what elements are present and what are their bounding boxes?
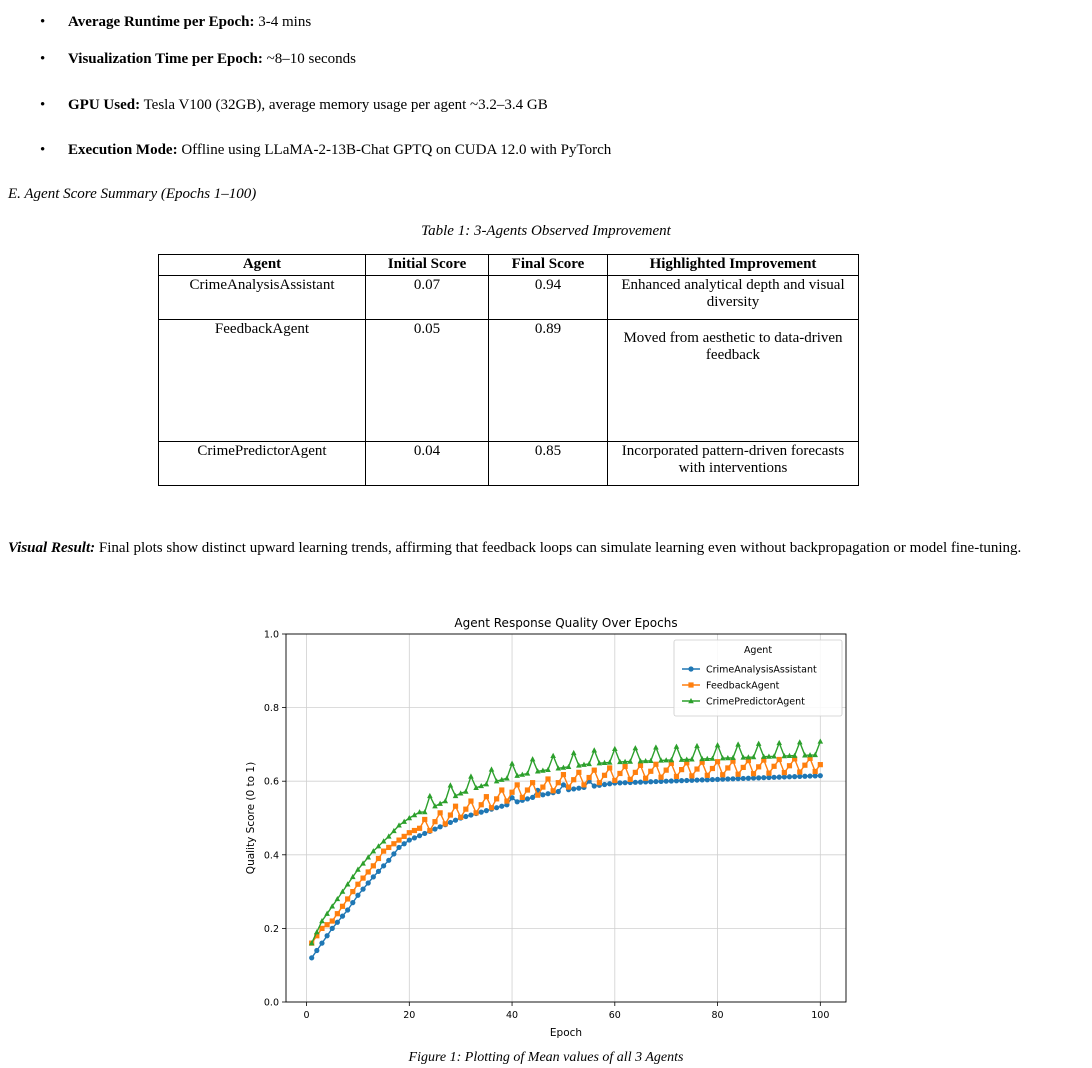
series-point-CrimeAnalysisAssistant <box>602 782 607 787</box>
series-point-FeedbackAgent <box>412 828 417 833</box>
series-point-FeedbackAgent <box>376 856 381 861</box>
series-point-FeedbackAgent <box>325 922 330 927</box>
series-point-FeedbackAgent <box>468 798 473 803</box>
series-point-CrimeAnalysisAssistant <box>592 783 597 788</box>
series-point-FeedbackAgent <box>725 765 730 770</box>
series-point-FeedbackAgent <box>540 784 545 789</box>
legend-label-CrimePredictorAgent: CrimePredictorAgent <box>706 696 805 708</box>
series-point-FeedbackAgent <box>499 787 504 792</box>
series-point-CrimePredictorAgent <box>818 738 824 743</box>
series-point-FeedbackAgent <box>520 795 525 800</box>
series-point-FeedbackAgent <box>504 798 509 803</box>
series-point-FeedbackAgent <box>355 882 360 887</box>
series-point-FeedbackAgent <box>515 782 520 787</box>
series-point-FeedbackAgent <box>484 794 489 799</box>
series-point-CrimeAnalysisAssistant <box>499 804 504 809</box>
cell-final-score: 0.85 <box>489 442 608 486</box>
series-point-CrimePredictorAgent <box>756 741 762 746</box>
series-point-CrimeAnalysisAssistant <box>725 776 730 781</box>
series-point-FeedbackAgent <box>736 772 741 777</box>
series-point-FeedbackAgent <box>571 777 576 782</box>
series-point-CrimeAnalysisAssistant <box>607 781 612 786</box>
series-point-FeedbackAgent <box>530 780 535 785</box>
series-point-CrimeAnalysisAssistant <box>484 808 489 813</box>
series-point-FeedbackAgent <box>638 763 643 768</box>
cell-agent: FeedbackAgent <box>159 320 366 442</box>
series-point-FeedbackAgent <box>576 770 581 775</box>
series-point-FeedbackAgent <box>766 771 771 776</box>
series-point-CrimeAnalysisAssistant <box>371 874 376 879</box>
series-point-CrimePredictorAgent <box>442 798 448 803</box>
series-point-CrimeAnalysisAssistant <box>802 774 807 779</box>
bullet-label: GPU Used: <box>68 97 141 113</box>
series-point-FeedbackAgent <box>427 828 432 833</box>
series-point-CrimeAnalysisAssistant <box>412 835 417 840</box>
series-point-FeedbackAgent <box>607 765 612 770</box>
header-initial-score: Initial Score <box>366 255 489 276</box>
series-point-CrimePredictorAgent <box>591 747 597 752</box>
section-heading: E. Agent Score Summary (Epochs 1–100) <box>8 186 257 202</box>
series-point-FeedbackAgent <box>479 802 484 807</box>
series-point-CrimeAnalysisAssistant <box>700 777 705 782</box>
series-point-CrimePredictorAgent <box>468 773 474 778</box>
series-point-FeedbackAgent <box>622 764 627 769</box>
legend-label-CrimeAnalysisAssistant: CrimeAnalysisAssistant <box>706 664 817 676</box>
series-point-CrimeAnalysisAssistant <box>463 814 468 819</box>
table-row <box>159 442 859 486</box>
series-line-CrimePredictorAgent <box>312 742 821 944</box>
series-point-FeedbackAgent <box>350 889 355 894</box>
series-point-CrimeAnalysisAssistant <box>746 776 751 781</box>
bullet-label: Average Runtime per Epoch: <box>68 14 255 30</box>
series-point-CrimeAnalysisAssistant <box>525 796 530 801</box>
series-point-CrimeAnalysisAssistant <box>617 780 622 785</box>
series-point-CrimeAnalysisAssistant <box>386 858 391 863</box>
series-point-FeedbackAgent <box>402 834 407 839</box>
series-point-FeedbackAgent <box>664 768 669 773</box>
table-row <box>159 276 859 320</box>
series-point-CrimeAnalysisAssistant <box>545 791 550 796</box>
series-point-CrimeAnalysisAssistant <box>350 900 355 905</box>
series-point-FeedbackAgent <box>797 769 802 774</box>
y-tick-label: 0.8 <box>263 703 279 715</box>
visual-result-paragraph <box>8 538 1084 558</box>
series-point-FeedbackAgent <box>509 790 514 795</box>
series-point-FeedbackAgent <box>366 869 371 874</box>
series-point-CrimeAnalysisAssistant <box>340 914 345 919</box>
cell-final-score: 0.94 <box>489 276 608 320</box>
series-point-CrimeAnalysisAssistant <box>710 777 715 782</box>
series-point-FeedbackAgent <box>617 771 622 776</box>
series-point-CrimeAnalysisAssistant <box>633 780 638 785</box>
series-point-CrimePredictorAgent <box>694 743 700 748</box>
series-point-FeedbackAgent <box>371 863 376 868</box>
x-axis-label: Epoch <box>549 1027 583 1039</box>
series-point-CrimePredictorAgent <box>674 744 680 749</box>
series-point-CrimeAnalysisAssistant <box>818 773 823 778</box>
visual-result-lead: Visual Result: <box>8 540 96 556</box>
series-point-CrimeAnalysisAssistant <box>792 774 797 779</box>
series-point-CrimeAnalysisAssistant <box>730 776 735 781</box>
series-point-FeedbackAgent <box>602 773 607 778</box>
series-point-CrimeAnalysisAssistant <box>669 778 674 783</box>
series-point-FeedbackAgent <box>407 830 412 835</box>
bullet-value: Offline using LLaMA-2-13B-Chat GPTQ on CUDA 12.0 with PyTorch <box>181 142 612 158</box>
series-point-FeedbackAgent <box>787 763 792 768</box>
series-point-FeedbackAgent <box>473 810 478 815</box>
series-point-FeedbackAgent <box>643 776 648 781</box>
series-point-FeedbackAgent <box>422 817 427 822</box>
bullet-dot: • <box>40 97 46 113</box>
series-point-CrimeAnalysisAssistant <box>515 799 520 804</box>
series-point-CrimeAnalysisAssistant <box>417 833 422 838</box>
series-point-CrimeAnalysisAssistant <box>571 786 576 791</box>
series-point-CrimeAnalysisAssistant <box>376 869 381 874</box>
series-point-CrimeAnalysisAssistant <box>422 831 427 836</box>
series-point-FeedbackAgent <box>386 845 391 850</box>
series-point-CrimeAnalysisAssistant <box>715 777 720 782</box>
series-point-CrimePredictorAgent <box>427 793 433 798</box>
series-point-CrimeAnalysisAssistant <box>448 820 453 825</box>
series-point-CrimeAnalysisAssistant <box>345 907 350 912</box>
series-point-CrimePredictorAgent <box>776 740 782 745</box>
series-point-FeedbackAgent <box>782 770 787 775</box>
series-point-CrimeAnalysisAssistant <box>648 779 653 784</box>
series-point-CrimeAnalysisAssistant <box>777 775 782 780</box>
series-point-FeedbackAgent <box>448 812 453 817</box>
series-point-FeedbackAgent <box>360 876 365 881</box>
cell-initial-score: 0.07 <box>366 276 489 320</box>
series-point-FeedbackAgent <box>694 766 699 771</box>
series-point-CrimeAnalysisAssistant <box>355 893 360 898</box>
series-point-CrimePredictorAgent <box>633 745 639 750</box>
series-point-FeedbackAgent <box>633 770 638 775</box>
series-point-CrimeAnalysisAssistant <box>396 845 401 850</box>
series-point-CrimeAnalysisAssistant <box>366 880 371 885</box>
header-final-score: Final Score <box>489 255 608 276</box>
series-point-CrimeAnalysisAssistant <box>756 775 761 780</box>
series-point-FeedbackAgent <box>597 780 602 785</box>
series-point-FeedbackAgent <box>453 804 458 809</box>
series-point-FeedbackAgent <box>679 767 684 772</box>
series-point-CrimeAnalysisAssistant <box>576 786 581 791</box>
cell-final-score: 0.89 <box>489 320 608 442</box>
series-point-FeedbackAgent <box>458 815 463 820</box>
series-point-CrimeAnalysisAssistant <box>494 805 499 810</box>
cell-agent: CrimeAnalysisAssistant <box>159 276 366 320</box>
x-tick-label: 60 <box>608 1010 621 1021</box>
series-point-FeedbackAgent <box>771 764 776 769</box>
series-point-CrimeAnalysisAssistant <box>314 948 319 953</box>
series-point-CrimePredictorAgent <box>489 766 495 771</box>
series-point-FeedbackAgent <box>391 841 396 846</box>
series-point-FeedbackAgent <box>443 821 448 826</box>
y-tick-label: 0.0 <box>263 997 279 1009</box>
series-point-FeedbackAgent <box>438 810 443 815</box>
series-point-CrimeAnalysisAssistant <box>360 887 365 892</box>
x-tick-label: 100 <box>811 1010 830 1021</box>
quality-line-chart <box>238 610 854 1040</box>
table-row <box>159 320 859 442</box>
series-point-CrimeAnalysisAssistant <box>335 920 340 925</box>
series-point-CrimeAnalysisAssistant <box>479 810 484 815</box>
series-point-FeedbackAgent <box>756 764 761 769</box>
series-point-CrimeAnalysisAssistant <box>653 779 658 784</box>
series-point-FeedbackAgent <box>335 911 340 916</box>
series-point-CrimePredictorAgent <box>550 753 556 758</box>
series-point-CrimePredictorAgent <box>509 761 515 766</box>
series-point-FeedbackAgent <box>340 904 345 909</box>
cell-initial-score: 0.04 <box>366 442 489 486</box>
y-tick-label: 0.2 <box>263 923 279 935</box>
series-point-FeedbackAgent <box>715 759 720 764</box>
y-tick-label: 0.4 <box>263 850 279 862</box>
series-point-CrimeAnalysisAssistant <box>468 812 473 817</box>
bullet-value: ~8–10 seconds <box>266 51 356 67</box>
series-point-CrimeAnalysisAssistant <box>325 933 330 938</box>
series-point-CrimePredictorAgent <box>484 781 490 786</box>
series-point-FeedbackAgent <box>556 780 561 785</box>
legend-marker-FeedbackAgent <box>688 682 693 687</box>
series-point-FeedbackAgent <box>818 762 823 767</box>
y-axis-label: Quality Score (0 to 1) <box>245 761 257 875</box>
series-point-CrimeAnalysisAssistant <box>664 779 669 784</box>
series-point-FeedbackAgent <box>535 793 540 798</box>
series-point-FeedbackAgent <box>432 819 437 824</box>
series-point-CrimeAnalysisAssistant <box>402 841 407 846</box>
series-point-FeedbackAgent <box>463 807 468 812</box>
y-tick-label: 0.6 <box>263 776 279 788</box>
series-point-CrimePredictorAgent <box>612 746 618 751</box>
header-improvement: Highlighted Improvement <box>608 255 859 276</box>
bullet-label: Visualization Time per Epoch: <box>68 51 263 67</box>
series-point-FeedbackAgent <box>345 896 350 901</box>
series-point-CrimePredictorAgent <box>504 775 510 780</box>
series-point-FeedbackAgent <box>396 837 401 842</box>
series-point-FeedbackAgent <box>494 796 499 801</box>
bullet-dot: • <box>40 142 46 158</box>
series-point-FeedbackAgent <box>720 772 725 777</box>
series-point-FeedbackAgent <box>658 775 663 780</box>
series-point-FeedbackAgent <box>751 771 756 776</box>
series-point-FeedbackAgent <box>581 782 586 787</box>
table-header-row <box>159 255 859 276</box>
series-point-FeedbackAgent <box>551 788 556 793</box>
series-point-FeedbackAgent <box>648 769 653 774</box>
series-point-FeedbackAgent <box>813 769 818 774</box>
legend-marker-CrimeAnalysisAssistant <box>688 666 693 671</box>
series-point-CrimeAnalysisAssistant <box>771 775 776 780</box>
series-point-CrimePredictorAgent <box>448 782 454 787</box>
cell-initial-score: 0.05 <box>366 320 489 442</box>
series-point-CrimeAnalysisAssistant <box>807 773 812 778</box>
series-point-CrimeAnalysisAssistant <box>381 863 386 868</box>
legend-label-FeedbackAgent: FeedbackAgent <box>706 680 780 692</box>
series-point-FeedbackAgent <box>525 787 530 792</box>
table-caption: Table 1: 3-Agents Observed Improvement <box>421 223 671 239</box>
legend-title: Agent <box>743 645 773 656</box>
series-point-CrimePredictorAgent <box>530 756 536 761</box>
series-point-FeedbackAgent <box>674 774 679 779</box>
series-point-FeedbackAgent <box>612 778 617 783</box>
series-point-FeedbackAgent <box>689 773 694 778</box>
cell-improvement: Incorporated pattern-driven forecasts with interventions <box>608 442 859 486</box>
x-tick-label: 20 <box>403 1010 416 1021</box>
series-point-FeedbackAgent <box>587 775 592 780</box>
y-tick-label: 1.0 <box>263 629 279 641</box>
series-point-CrimeAnalysisAssistant <box>453 818 458 823</box>
series-point-CrimePredictorAgent <box>525 770 531 775</box>
series-point-CrimeAnalysisAssistant <box>622 780 627 785</box>
series-point-CrimeAnalysisAssistant <box>556 789 561 794</box>
series-point-CrimeAnalysisAssistant <box>391 851 396 856</box>
series-point-FeedbackAgent <box>592 768 597 773</box>
series-point-FeedbackAgent <box>741 765 746 770</box>
chart-title: Agent Response Quality Over Epochs <box>454 616 678 630</box>
series-point-CrimeAnalysisAssistant <box>319 941 324 946</box>
header-agent: Agent <box>159 255 366 276</box>
visual-result-text: Final plots show distinct upward learning trends, affirming that feedback loops can simulate learning even without backpropagation or model fine-tuning. <box>95 540 1022 556</box>
series-point-FeedbackAgent <box>710 766 715 771</box>
series-point-FeedbackAgent <box>777 757 782 762</box>
x-tick-label: 40 <box>506 1010 519 1021</box>
series-point-CrimeAnalysisAssistant <box>330 926 335 931</box>
series-point-CrimePredictorAgent <box>653 744 659 749</box>
series-point-CrimeAnalysisAssistant <box>540 792 545 797</box>
series-point-CrimeAnalysisAssistant <box>530 795 535 800</box>
series-point-CrimeAnalysisAssistant <box>561 782 566 787</box>
cell-improvement: Enhanced analytical depth and visual diversity <box>608 276 859 320</box>
series-point-FeedbackAgent <box>417 826 422 831</box>
series-point-FeedbackAgent <box>561 772 566 777</box>
figure-caption: Figure 1: Plotting of Mean values of all 3 Agents <box>408 1050 684 1065</box>
series-point-CrimeAnalysisAssistant <box>787 774 792 779</box>
series-point-FeedbackAgent <box>330 918 335 923</box>
x-tick-label: 0 <box>303 1010 310 1021</box>
series-point-CrimeAnalysisAssistant <box>432 826 437 831</box>
series-point-FeedbackAgent <box>566 784 571 789</box>
series-point-FeedbackAgent <box>802 763 807 768</box>
series-point-CrimeAnalysisAssistant <box>407 837 412 842</box>
bullet-label: Execution Mode: <box>68 142 178 158</box>
cell-agent: CrimePredictorAgent <box>159 442 366 486</box>
series-point-FeedbackAgent <box>381 849 386 854</box>
series-point-CrimeAnalysisAssistant <box>679 778 684 783</box>
series-point-CrimePredictorAgent <box>314 929 320 934</box>
x-tick-label: 80 <box>711 1010 724 1021</box>
series-point-CrimeAnalysisAssistant <box>741 776 746 781</box>
series-point-FeedbackAgent <box>545 776 550 781</box>
series-point-FeedbackAgent <box>489 805 494 810</box>
cell-improvement: Moved from aesthetic to data-driven feedback <box>608 320 859 442</box>
series-point-CrimeAnalysisAssistant <box>684 778 689 783</box>
series-point-CrimeAnalysisAssistant <box>694 777 699 782</box>
series-point-FeedbackAgent <box>705 773 710 778</box>
series-point-CrimeAnalysisAssistant <box>761 775 766 780</box>
agent-score-table <box>158 254 859 486</box>
series-point-CrimeAnalysisAssistant <box>438 824 443 829</box>
series-point-CrimePredictorAgent <box>797 739 803 744</box>
bullet-value: Tesla V100 (32GB), average memory usage per agent ~3.2–3.4 GB <box>143 97 548 113</box>
bullet-dot: • <box>40 51 46 67</box>
series-point-CrimeAnalysisAssistant <box>638 780 643 785</box>
series-point-FeedbackAgent <box>628 777 633 782</box>
bullet-value: 3-4 mins <box>258 14 312 30</box>
series-point-CrimePredictorAgent <box>463 789 469 794</box>
series-point-CrimePredictorAgent <box>571 750 577 755</box>
series-point-CrimeAnalysisAssistant <box>309 955 314 960</box>
series-point-FeedbackAgent <box>653 762 658 767</box>
series-point-CrimePredictorAgent <box>715 742 721 747</box>
series-point-CrimePredictorAgent <box>735 741 741 746</box>
series-line-CrimeAnalysisAssistant <box>312 776 821 958</box>
bullet-dot: • <box>40 14 46 30</box>
